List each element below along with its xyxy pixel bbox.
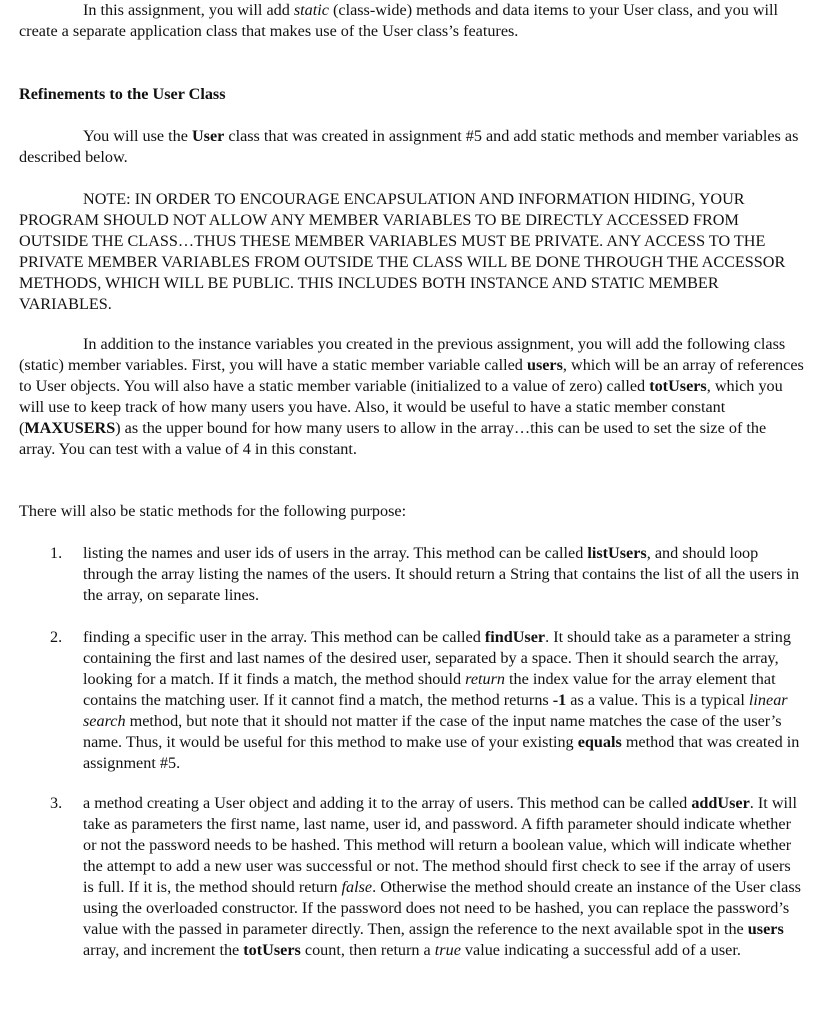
text-run: . It should take as a parameter a string containing the first and last names of the desired user, separated by a space. Then it should search the array, looking for a match. If it finds a match, the method should [83, 628, 791, 688]
bold-term: totUsers [649, 377, 707, 395]
list-item-text [83, 793, 801, 961]
italic-term: linear search [83, 691, 788, 730]
bold-term: findUser [484, 628, 546, 646]
refine-paragraph [19, 126, 799, 168]
list-item-text [83, 543, 801, 606]
list-item [50, 543, 810, 606]
text-run: , and should loop through the array listing the names of the users. It should return a String that contains the list of all the users in the array, on separate lines. [83, 544, 800, 604]
static-members-paragraph [19, 334, 804, 460]
text-run: . Otherwise the method should create an instance of the User class using the overloaded constructor. If the password does not need to be hashed, you can replace the password’s value with the passed in parameter directly. Then, assign the reference to the next available spot in the [83, 878, 801, 938]
text-run: In addition to the instance variables you created in the previous assignment, you will add the following class (static) member variables. First, you will have a static member variable called [19, 335, 786, 374]
text-run: array, and increment the [83, 941, 244, 959]
bold-term: users [526, 356, 563, 374]
bold-term: MAXUSERS [24, 419, 116, 437]
list-number: 3. [50, 794, 63, 812]
text-run: listing the names and user ids of users in the array. This method can be called [83, 544, 588, 562]
text-run: . It will take as parameters the first name, last name, user id, and password. A fifth parameter should indicate whether or not the password needs to be hashed. This method will return a boolean value, which will indicate whether the attempt to add a new user was successful or not. The method should first check to see if the array of users is full. If it is, the method should return [83, 794, 798, 896]
bold-term: User [191, 127, 225, 145]
text-run: , which you will use to keep track of how many users you have. Also, it would be useful to have a static member constant ( [19, 377, 783, 437]
italic-term: return [465, 670, 505, 688]
note-paragraph: NOTE: IN ORDER TO ENCOURAGE ENCAPSULATION AND INFORMATION HIDING, YOUR PROGRAM SHOULD NOT ALLOW ANY MEMBER VARIABLES TO BE DIRECTLY ACCESSED FROM OUTSIDE THE CLASS…THUS THESE MEMBER VARIABLES MUST BE PRIVATE. ANY ACCESS TO THE PRIVATE MEMBER VARIABLES FROM OUTSIDE THE CLASS WILL BE DONE THROUGH THE ACCESSOR METHODS, WHICH WILL BE PUBLIC. THIS INCLUDES BOTH INSTANCE AND STATIC MEMBER VARIABLES. [19, 190, 786, 313]
section-heading: Refinements to the User Class [19, 85, 226, 103]
text-run: finding a specific user in the array. This method can be called [83, 628, 485, 646]
bold-term: addUser [691, 794, 750, 812]
bold-term: -1 [552, 691, 567, 709]
text-run: as a value. This is a typical [566, 691, 749, 709]
italic-term: static [293, 1, 329, 19]
bold-term: totUsers [243, 941, 301, 959]
text-run: method that was created in assignment #5. [83, 733, 800, 772]
bold-term: users [747, 920, 784, 938]
text-run: the index value for the array element that contains the matching user. If it cannot find a match, the method returns [83, 670, 776, 709]
text-run: value indicating a successful add of a user. [460, 941, 741, 959]
intro-paragraph [19, 0, 799, 42]
text-run: a method creating a User object and adding it to the array of users. This method can be called [83, 794, 692, 812]
bold-term: equals [577, 733, 622, 751]
text-run: In this assignment, you will add [83, 1, 294, 19]
text-run: , which will be an array of references to User objects. You will also have a static member variable (initialized to a value of zero) called [19, 356, 804, 395]
list-item-text [83, 627, 801, 774]
text-run: ) as the upper bound for how many users to allow in the array…this can be used to set the size of the array. You can test with a value of 4 in this constant. [19, 419, 767, 458]
static-methods-intro: There will also be static methods for the following purpose: [19, 502, 407, 520]
list-number: 2. [50, 628, 63, 646]
bold-term: listUsers [587, 544, 647, 562]
text-run: method, but note that it should not matter if the case of the input name matches the case of the user’s name. Thus, it would be useful for this method to make use of your existing [83, 712, 782, 751]
text-run: count, then return a [300, 941, 435, 959]
italic-term: false [341, 878, 373, 896]
list-number: 1. [50, 544, 63, 562]
list-item [50, 793, 810, 961]
text-run: You will use the [83, 127, 192, 145]
text-run: (class-wide) methods and data items to your User class, and you will create a separate application class that makes use of the User class’s features. [19, 1, 779, 40]
italic-term: true [434, 941, 461, 959]
list-item [50, 627, 810, 774]
text-run: class that was created in assignment #5 and add static methods and member variables as described below. [19, 127, 799, 166]
